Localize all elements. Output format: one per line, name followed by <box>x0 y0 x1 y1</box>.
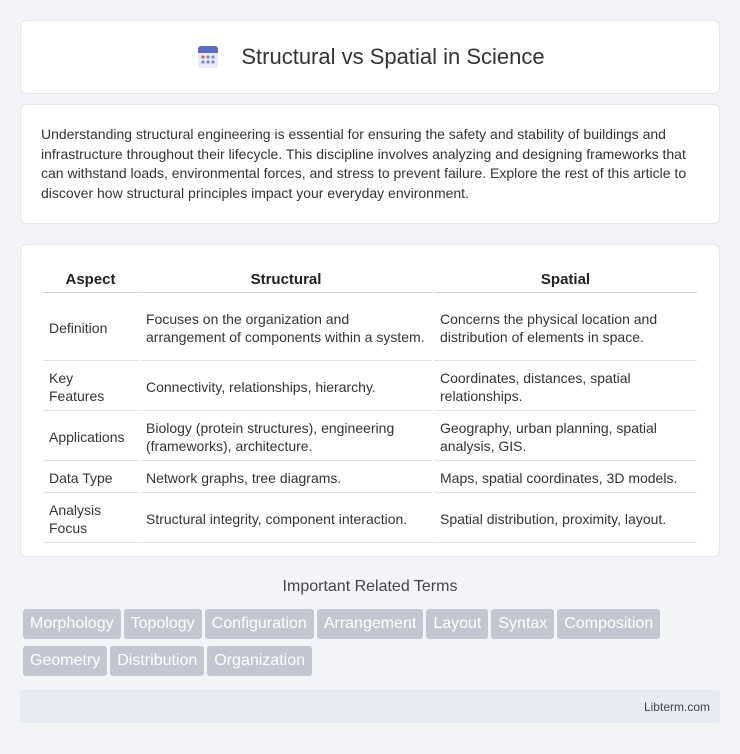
intro-text: Understanding structural engineering is essential for ensuring the safety and stability of buildings and infrastructure throughout their lifecycle. This discipline involves analyzing and designing frameworks that can withstand loads, environmental forces, and stress to prevent failure. Explore the rest of this article to discover how structural principles impact your everyday environment. <box>41 126 687 201</box>
table-row <box>43 363 697 411</box>
cell-spatial: Concerns the physical location and distribution of elements in space. <box>434 295 697 361</box>
tag-distribution[interactable]: Distribution <box>110 646 204 676</box>
tag-topology[interactable]: Topology <box>124 609 202 639</box>
cell-aspect: Definition <box>43 295 138 361</box>
header-structural: Structural <box>140 267 432 293</box>
table-row <box>43 463 697 493</box>
tag-organization[interactable]: Organization <box>207 646 312 676</box>
intro-card <box>20 104 720 224</box>
cell-structural: Biology (protein structures), engineering (frameworks), architecture. <box>140 413 432 461</box>
comparison-table-card <box>20 244 720 557</box>
table-row <box>43 495 697 543</box>
cell-spatial: Geography, urban planning, spatial analysis, GIS. <box>434 413 697 461</box>
tag-configuration[interactable]: Configuration <box>205 609 314 639</box>
cell-aspect: Data Type <box>43 463 138 493</box>
cell-structural: Connectivity, relationships, hierarchy. <box>140 363 432 411</box>
tag-syntax[interactable]: Syntax <box>491 609 554 639</box>
cell-spatial: Coordinates, distances, spatial relationships. <box>434 363 697 411</box>
comparison-table <box>41 265 699 545</box>
tag-geometry[interactable]: Geometry <box>23 646 107 676</box>
table-header-row <box>43 267 697 293</box>
cell-structural: Structural integrity, component interaction. <box>140 495 432 543</box>
tag-composition[interactable]: Composition <box>557 609 660 639</box>
cell-spatial: Spatial distribution, proximity, layout. <box>434 495 697 543</box>
cell-structural: Focuses on the organization and arrangement of components within a system. <box>140 295 432 361</box>
cell-structural: Network graphs, tree diagrams. <box>140 463 432 493</box>
cell-aspect: Key Features <box>43 363 138 411</box>
table-row <box>43 295 697 361</box>
table-row <box>43 413 697 461</box>
related-terms-title: Important Related Terms <box>282 578 458 595</box>
tag-morphology[interactable]: Morphology <box>23 609 121 639</box>
header-aspect: Aspect <box>43 267 138 293</box>
header-spatial: Spatial <box>434 267 697 293</box>
cell-spatial: Maps, spatial coordinates, 3D models. <box>434 463 697 493</box>
calculator-icon <box>195 44 221 70</box>
related-terms-tags <box>23 609 723 683</box>
tag-arrangement[interactable]: Arrangement <box>317 609 424 639</box>
footer-link[interactable]: Libterm.com <box>643 699 710 714</box>
footer <box>20 690 720 723</box>
cell-aspect: Applications <box>43 413 138 461</box>
header-card <box>20 20 720 94</box>
cell-aspect: Analysis Focus <box>43 495 138 543</box>
page-title: Structural vs Spatial in Science <box>241 44 545 69</box>
tag-layout[interactable]: Layout <box>426 609 488 639</box>
